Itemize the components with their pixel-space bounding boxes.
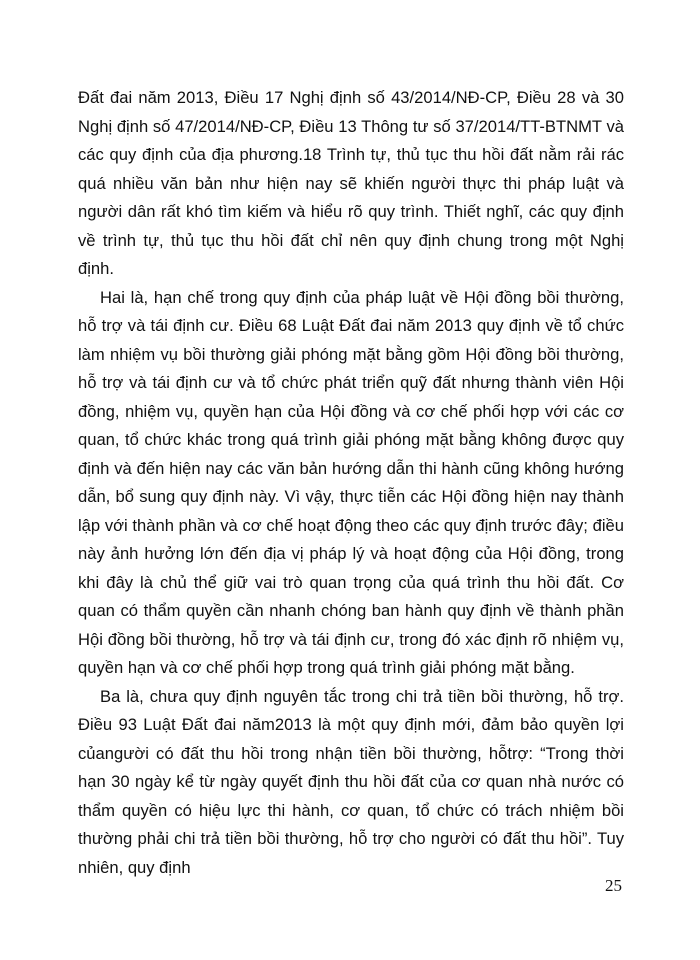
paragraph-continuation: Đất đai năm 2013, Điều 17 Nghị định số 43/2014/NĐ-CP, Điều 28 và 30 Nghị định số 47/2014/NĐ-CP, Điều 13 Thông tư số 37/2014/TT-BTNMT và các quy định của địa phương.18 Trình tự, thủ tục thu hồi đất nằm rải rác quá nhiều văn bản như hiện nay sẽ khiến người thực thi pháp luật và người dân rất khó tìm kiếm và hiểu rõ quy trình. Thiết nghĩ, các quy định về trình tự, thủ tục thu hồi đất chỉ nên quy định chung trong một Nghị định. (78, 88, 624, 278)
page-number: 25 (605, 876, 622, 895)
paragraph-compensation-payment: Ba là, chưa quy định nguyên tắc trong chi trả tiền bồi thường, hỗ trợ. Điều 93 Luật Đất đai năm2013 là một quy định mới, đảm bảo quyền lợi củangười có đất thu hồi trong nhận tiền bồi thường, hỗtrợ: “Trong thời hạn 30 ngày kể từ ngày quyết định thu hồi đất của cơ quan nhà nước có thẩm quyền có hiệu lực thi hành, cơ quan, tổ chức có trách nhiệm bồi thường phải chi trả tiền bồi thường, hỗ trợ cho người có đất thu hồi”. Tuy nhiên, quy định (78, 686, 624, 877)
document-body (78, 84, 624, 882)
paragraph-council-limitation: Hai là, hạn chế trong quy định của pháp luật về Hội đồng bồi thường, hỗ trợ và tái định cư. Điều 68 Luật Đất đai năm 2013 quy định về tổ chức làm nhiệm vụ bồi thường giải phóng mặt bằng gồm Hội đồng bồi thường, hỗ trợ và tái định cư và tổ chức phát triển quỹ đất nhưng thành viên Hội đồng, nhiệm vụ, quyền hạn của Hội đồng và cơ chế phối hợp với các cơ quan, tổ chức khác trong quá trình giải phóng mặt bằng không được quy định và đến hiện nay các văn bản hướng dẫn thi hành cũng không hướng dẫn, bổ sung quy định này. Vì vậy, thực tiễn các Hội đồng hiện nay thành lập với thành phần và cơ chế hoạt động theo các quy định trước đây; điều này ảnh hưởng lớn đến địa vị pháp lý và hoạt động của Hội đồng, trong khi đây là chủ thể giữ vai trò quan trọng của quá trình thu hồi đất. Cơ quan có thẩm quyền cần nhanh chóng ban hành quy định về thành phần Hội đồng bồi thường, hỗ trợ và tái định cư, trong đó xác định rõ nhiệm vụ, quyền hạn và cơ chế phối hợp trong quá trình giải phóng mặt bằng. (78, 287, 624, 677)
